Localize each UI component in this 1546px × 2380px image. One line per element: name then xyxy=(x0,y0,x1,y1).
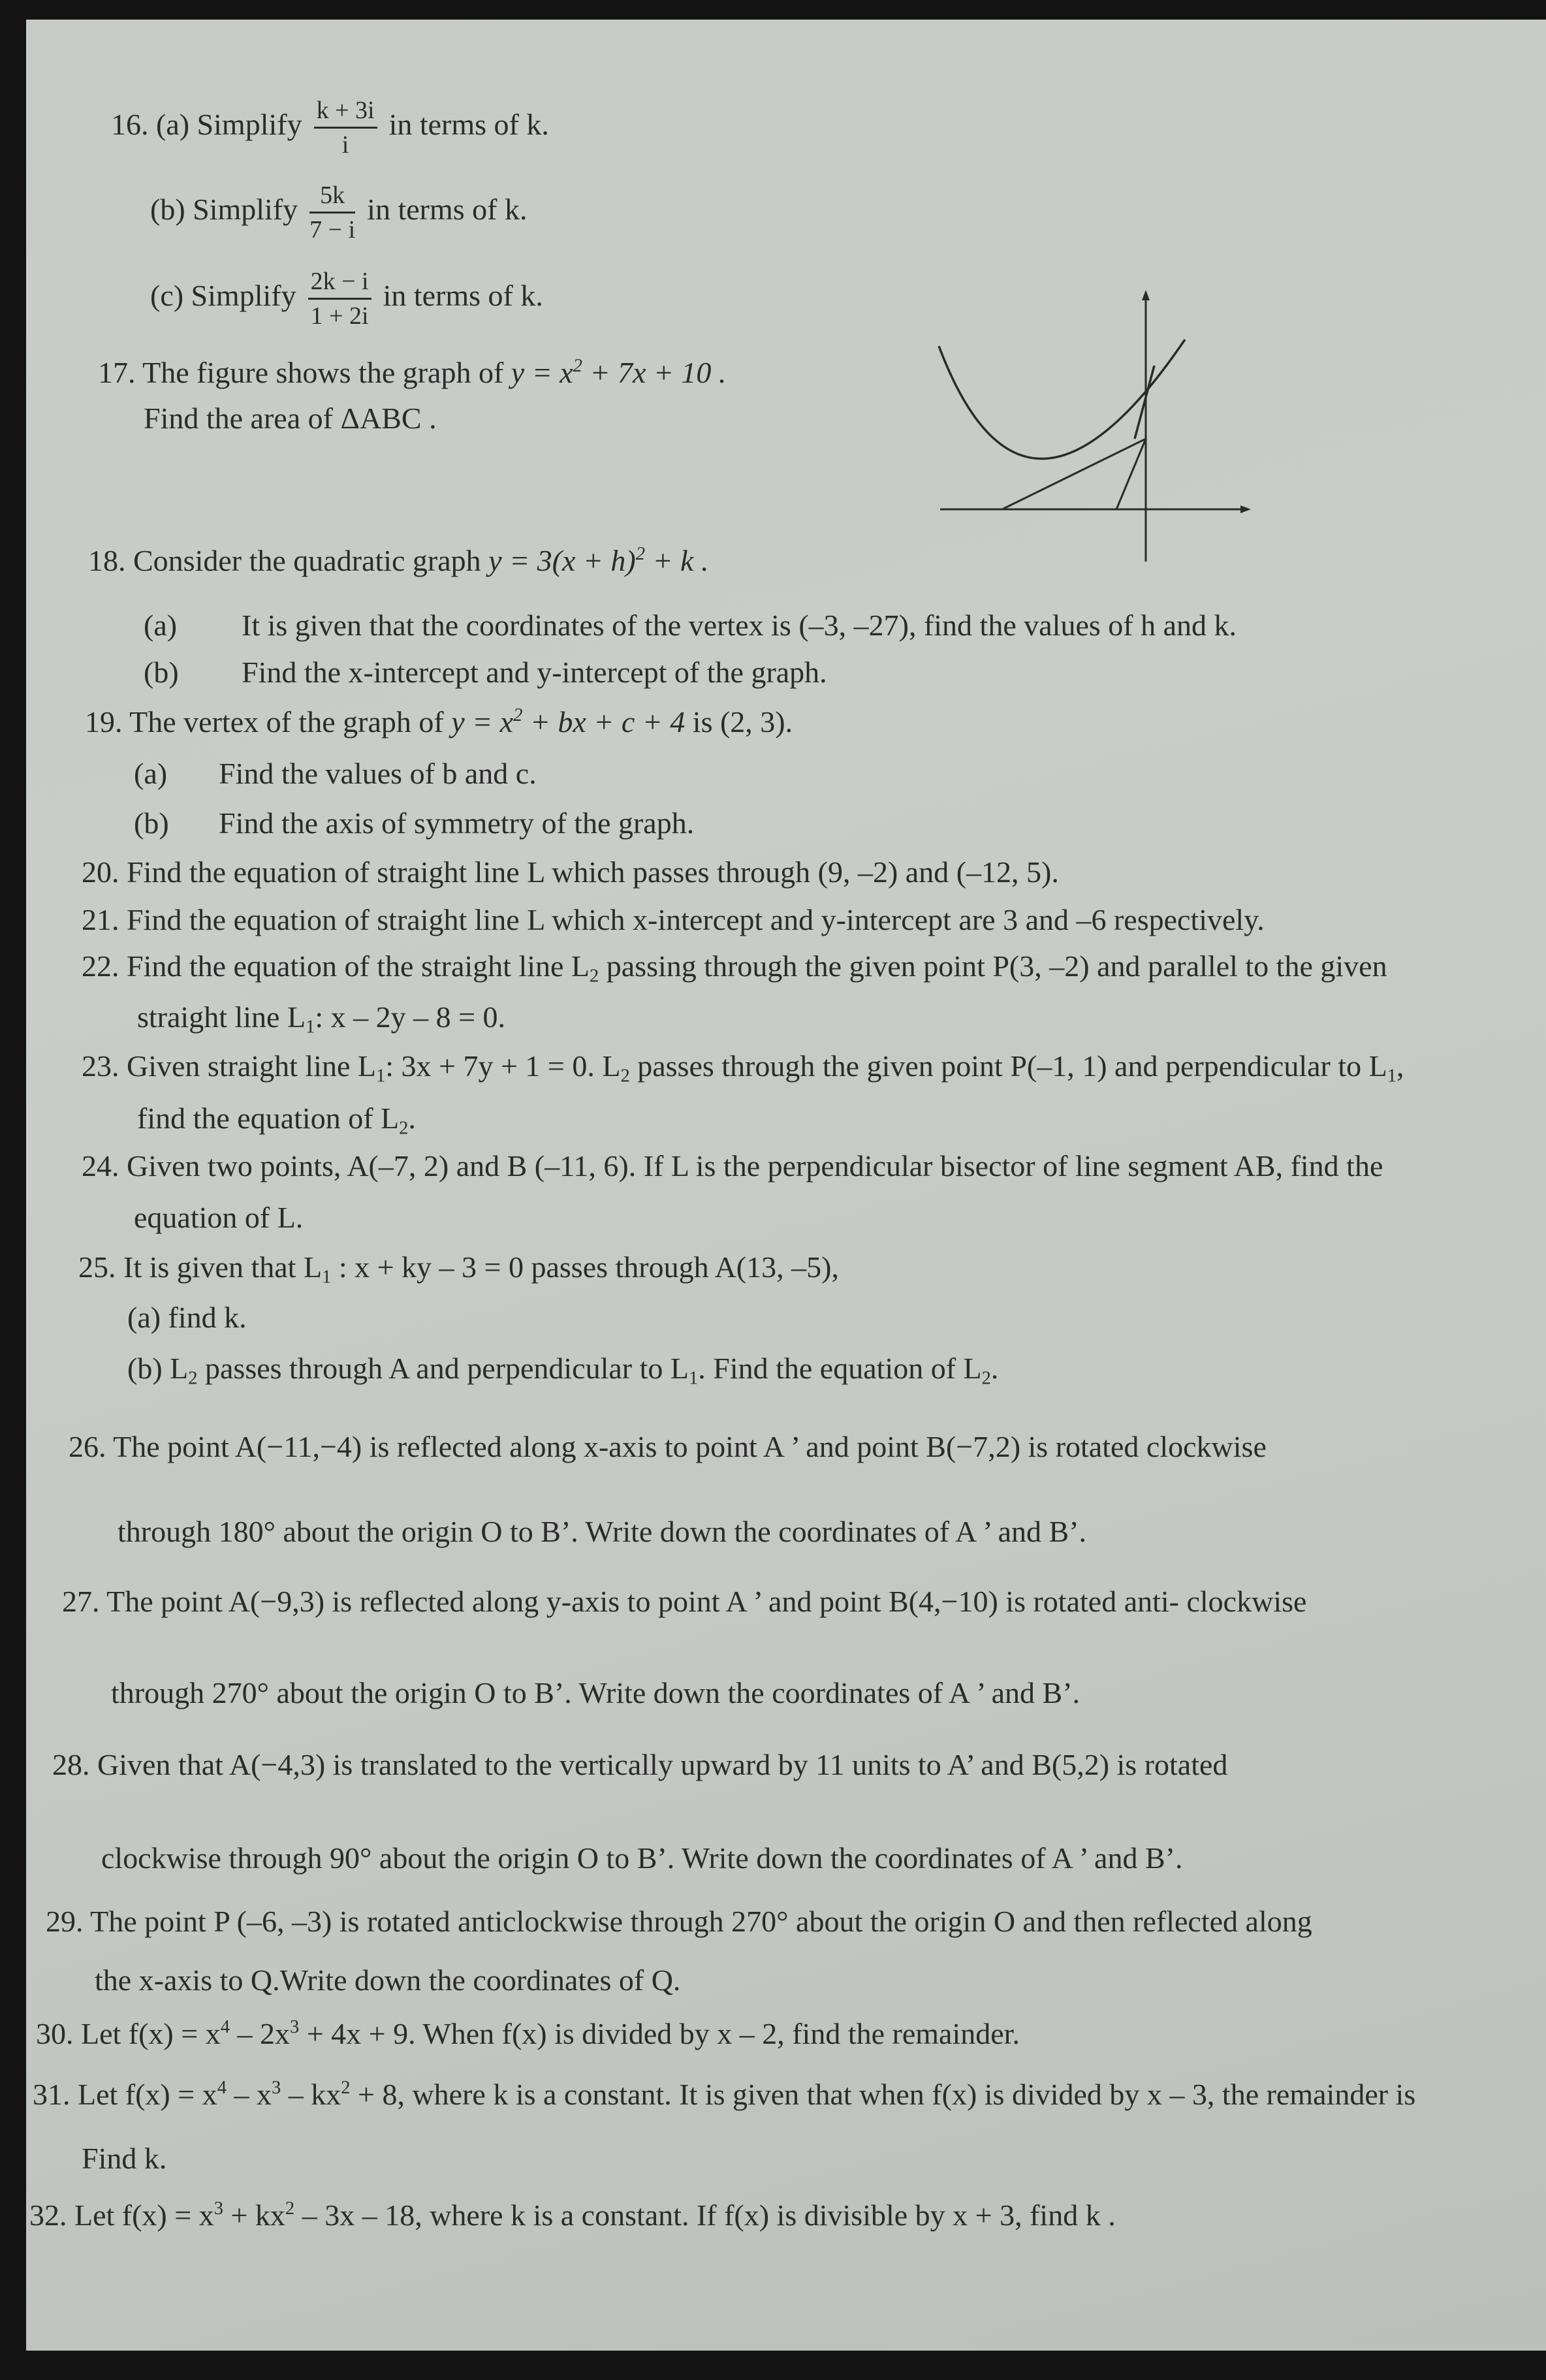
question-31-line1 xyxy=(33,2077,1416,2111)
q30-exponent-1: 4 xyxy=(220,2016,230,2037)
q25b-text-a: (b) L xyxy=(127,1352,189,1385)
q16c-prefix: (c) Simplify xyxy=(150,279,296,313)
question-27-line2: through 270° about the origin O to B’. Write down the coordinates of A ’ and B’. xyxy=(111,1676,1081,1709)
q16b-prefix: (b) Simplify xyxy=(150,193,298,227)
question-26-line1: 26. The point A(−11,−4) is reflected along x-axis to point A ’ and point B(−7,2) is rotated clockwise xyxy=(69,1430,1267,1463)
q31-text-d: + 8, where k is a constant. It is given that when f(x) is divided by x – 3, the remainder is xyxy=(350,2078,1416,2111)
parabola-curve xyxy=(939,340,1185,459)
q16c-denominator: 1 + 2i xyxy=(310,302,369,330)
q31-text-b: – x xyxy=(226,2078,272,2111)
q22-text-b: passing through the given point P(3, –2) and parallel to the given xyxy=(599,949,1387,983)
segment-ac xyxy=(1002,439,1146,509)
question-18a-text: It is given that the coordinates of the vertex is (–3, –27), find the values of h and k. xyxy=(242,609,1237,642)
question-18b-label: (b) xyxy=(144,656,179,689)
q23-subscript-3: 1 xyxy=(1387,1066,1396,1087)
q32-text-c: – 3x – 18, where k is a constant. If f(x) is divisible by x + 3, find k . xyxy=(294,2198,1116,2232)
q18-eq-part: y = 3(x + h) xyxy=(488,544,636,577)
q30-text-c: + 4x + 9. When f(x) is divided by x – 2, find the remainder. xyxy=(299,2017,1020,2050)
question-25b xyxy=(127,1352,999,1389)
q16c-fraction xyxy=(308,269,371,328)
q32-exponent-1: 3 xyxy=(213,2198,223,2219)
q18-stem-text: 18. Consider the quadratic graph xyxy=(88,544,489,577)
q30-text-b: – 2x xyxy=(229,2017,290,2050)
q16a-suffix: in terms of k. xyxy=(388,108,549,142)
q22-line2-subscript: 1 xyxy=(306,1017,315,1038)
question-20: 20. Find the equation of straight line L which passes through (9, –2) and (–12, 5). xyxy=(82,855,1059,889)
question-19-stem xyxy=(85,707,793,737)
x-axis-arrow-icon xyxy=(1240,505,1251,513)
q19-stem-suffix: is (2, 3). xyxy=(685,705,793,738)
q16b-fraction xyxy=(309,183,355,242)
y-axis-arrow-icon xyxy=(1142,290,1150,300)
question-24-line1: 24. Given two points, A(–7, 2) and B (–11, 6). If L is the perpendicular bisector of line segment AB, find the xyxy=(82,1149,1383,1182)
q19-stem-text: 19. The vertex of the graph of xyxy=(85,705,452,738)
q16a-fraction xyxy=(314,98,377,157)
q22-line2-b: : x – 2y – 8 = 0. xyxy=(315,1000,506,1034)
q23-subscript-1: 1 xyxy=(375,1066,386,1087)
q22-subscript: 2 xyxy=(590,966,599,987)
q31-exponent-2: 3 xyxy=(271,2077,281,2098)
q31-exponent-3: 2 xyxy=(341,2077,351,2098)
q23-subscript-2: 2 xyxy=(620,1066,630,1087)
q16a-numerator: k + 3i xyxy=(314,98,377,129)
question-32 xyxy=(29,2200,1116,2230)
question-18b-text: Find the x-intercept and y-intercept of the graph. xyxy=(242,656,827,689)
question-30 xyxy=(36,2016,1020,2050)
q25b-text-c: . Find the equation of L xyxy=(698,1352,982,1385)
q19-eq-part: y = x xyxy=(451,705,514,738)
question-16b xyxy=(150,183,527,242)
q22-text-a: 22. Find the equation of the straight line L xyxy=(82,949,590,983)
q32-text-b: + kx xyxy=(223,2198,285,2232)
q22-line2-a: straight line L xyxy=(137,1000,306,1034)
q19-eq-exponent: 2 xyxy=(513,705,523,725)
q32-text-a: 32. Let f(x) = x xyxy=(29,2198,214,2232)
question-22-line1 xyxy=(82,949,1387,987)
q23-line2-b: . xyxy=(408,1102,416,1135)
q25-subscript: 1 xyxy=(322,1267,332,1288)
q16a-denominator: i xyxy=(341,131,349,159)
worksheet-page xyxy=(26,20,1546,2351)
question-31-line2: Find k. xyxy=(82,2142,167,2175)
question-29-line2: the x-axis to Q.Write down the coordinates of Q. xyxy=(95,1963,681,1997)
q19-eq-rest: + bx + c + 4 xyxy=(522,705,686,738)
q25b-text-d: . xyxy=(990,1352,999,1385)
q16a-prefix: 16. (a) Simplify xyxy=(111,108,302,142)
question-17-stem xyxy=(98,355,727,389)
q25b-text-b: passes through A and perpendicular to L xyxy=(197,1352,689,1385)
question-24-line2: equation of L. xyxy=(134,1201,304,1234)
question-22-line2 xyxy=(137,1000,506,1038)
q17-eq-exponent: 2 xyxy=(573,355,582,376)
q25b-subscript-1: 2 xyxy=(188,1368,198,1389)
question-28-line2: clockwise through 90° about the origin O to B’. Write down the coordinates of A ’ and B’. xyxy=(101,1841,1183,1875)
q31-text-a: 31. Let f(x) = x xyxy=(33,2078,217,2111)
q23-line2-a: find the equation of L xyxy=(137,1102,400,1135)
q17-stem-text: 17. The figure shows the graph of xyxy=(98,356,511,389)
question-18-stem xyxy=(88,543,709,577)
q32-exponent-2: 2 xyxy=(285,2198,295,2219)
q25-text-a: 25. It is given that L xyxy=(78,1250,323,1284)
question-25a: (a) find k. xyxy=(127,1301,247,1334)
q30-text-a: 30. Let f(x) = x xyxy=(36,2017,221,2050)
question-29-line1: 29. The point P (–6, –3) is rotated anticlockwise through 270° about the origin O and then reflected along xyxy=(46,1905,1312,1938)
q16b-numerator: 5k xyxy=(309,183,355,214)
q23-text-b: : 3x + 7y + 1 = 0. L xyxy=(385,1049,621,1083)
q30-exponent-2: 3 xyxy=(289,2016,300,2037)
question-23-line1 xyxy=(82,1049,1404,1087)
segment-bc xyxy=(1116,439,1146,509)
q18-eq-rest: + k . xyxy=(645,544,709,577)
question-26-line2: through 180° about the origin O to B’. Write down the coordinates of A ’ and B’. xyxy=(118,1515,1087,1548)
q25b-subscript-3: 2 xyxy=(981,1368,991,1389)
q17-eq-rest: + 7x + 10 . xyxy=(582,356,727,389)
q23-line2-subscript: 2 xyxy=(399,1118,409,1139)
question-21: 21. Find the equation of straight line L which x-intercept and y-intercept are 3 and –6 respectively. xyxy=(82,903,1265,936)
q23-text-d: , xyxy=(1396,1049,1404,1083)
q17-eq-part: y = x xyxy=(511,356,573,389)
question-16a xyxy=(111,98,549,157)
question-19a-label: (a) xyxy=(134,757,168,790)
q25-text-b: : x + ky – 3 = 0 passes through A(13, –5), xyxy=(331,1250,839,1284)
question-25-stem xyxy=(78,1250,839,1288)
question-23-line2 xyxy=(137,1102,416,1139)
q25b-subscript-2: 1 xyxy=(688,1368,699,1389)
q23-text-c: passes through the given point P(–1, 1) and perpendicular to L xyxy=(629,1049,1387,1083)
q18-eq-exponent: 2 xyxy=(635,543,645,564)
q31-text-c: – kx xyxy=(281,2078,341,2111)
q31-exponent-1: 4 xyxy=(217,2077,227,2098)
question-27-line1: 27. The point A(−9,3) is reflected along y-axis to point A ’ and point B(4,−10) is rotated anti- clockwise xyxy=(62,1585,1307,1618)
question-18a-label: (a) xyxy=(144,609,178,642)
q16c-suffix: in terms of k. xyxy=(383,279,543,313)
question-19a-text: Find the values of b and c. xyxy=(219,757,537,790)
question-19b-label: (b) xyxy=(134,806,169,840)
question-28-line1: 28. Given that A(−4,3) is translated to the vertically upward by 11 units to A’ and B(5,2) is rotated xyxy=(52,1748,1228,1781)
q16b-denominator: 7 − i xyxy=(309,216,356,244)
question-16c xyxy=(150,269,543,328)
parabola-graph xyxy=(927,268,1267,568)
q23-text-a: 23. Given straight line L xyxy=(82,1049,376,1083)
q16c-numerator: 2k − i xyxy=(308,269,371,300)
question-19b-text: Find the axis of symmetry of the graph. xyxy=(219,806,695,840)
question-17-task: Find the area of ΔABC . xyxy=(144,402,437,435)
q16b-suffix: in terms of k. xyxy=(367,193,528,227)
